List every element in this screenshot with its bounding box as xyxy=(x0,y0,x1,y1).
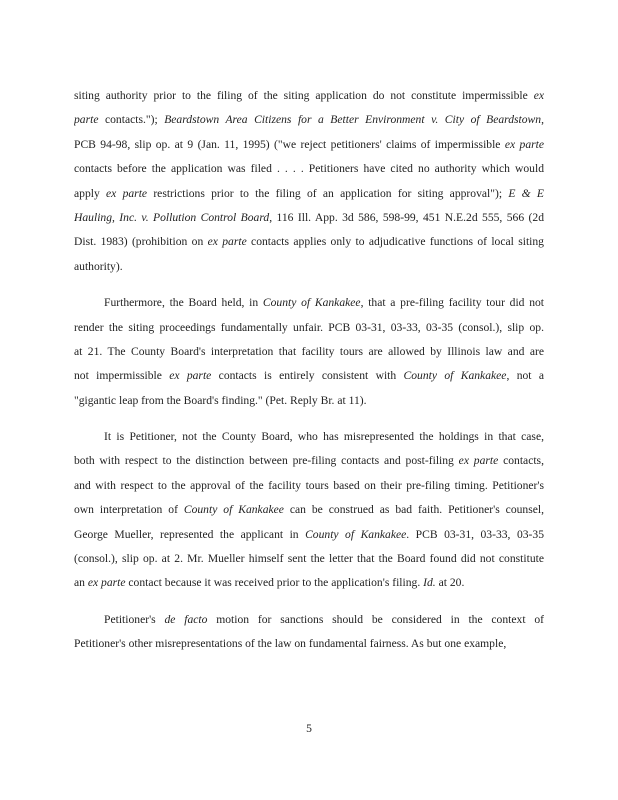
paragraph xyxy=(74,608,544,657)
italic-text-segment: County of Kankakee xyxy=(262,296,361,310)
text-segment: Dist. 1983) (prohibition on xyxy=(74,235,208,249)
text-segment: authority). xyxy=(74,259,123,273)
text-segment: George Mueller, represented the applicant in xyxy=(74,527,306,541)
italic-text-segment: ex parte xyxy=(106,186,148,200)
text-line xyxy=(74,157,544,181)
italic-text-segment: Id. xyxy=(423,576,436,590)
text-line xyxy=(74,498,544,522)
text-line xyxy=(74,255,544,279)
italic-text-segment: Hauling, Inc. v. Pollution Control Board xyxy=(74,210,270,224)
text-segment: . PCB 03-31, 03-33, 03-35 xyxy=(406,527,544,541)
text-segment: , not a xyxy=(506,369,544,383)
text-segment: Furthermore, the Board held, in xyxy=(104,296,263,310)
italic-text-segment: de facto xyxy=(164,612,208,626)
italic-text-segment: parte xyxy=(74,113,99,127)
text-line xyxy=(74,340,544,364)
italic-text-segment: County of Kankakee xyxy=(305,527,407,541)
text-line xyxy=(74,108,544,132)
text-segment: motion for sanctions should be considered in the context of xyxy=(207,612,544,626)
text-line xyxy=(74,206,544,230)
paragraph xyxy=(74,425,544,596)
text-line xyxy=(74,84,544,108)
text-segment: and with respect to the approval of the facility tours based on their pre-filing timing. Petitioner's xyxy=(74,478,544,492)
text-line xyxy=(74,425,544,449)
italic-text-segment: ex parte xyxy=(504,137,544,151)
text-segment: both with respect to the distinction between pre-filing contacts and post-filing xyxy=(74,454,459,468)
text-segment: own interpretation of xyxy=(74,503,184,517)
text-segment: contacts is entirely consistent with xyxy=(211,369,404,383)
text-segment: (consol.), slip op. at 2. Mr. Mueller himself sent the letter that the Board found did not constitute xyxy=(74,552,544,566)
text-line xyxy=(74,291,544,315)
text-segment: PCB 94-98, slip op. at 9 (Jan. 11, 1995) ("we reject petitioners' claims of impermissible xyxy=(74,137,505,151)
italic-text-segment: County of Kankakee xyxy=(403,369,507,383)
document-body xyxy=(74,84,544,657)
text-line xyxy=(74,571,544,595)
text-line xyxy=(74,523,544,547)
italic-text-segment: ex xyxy=(533,89,544,102)
page-number: 5 xyxy=(306,722,312,735)
paragraph-spacer xyxy=(74,279,544,291)
text-line xyxy=(74,449,544,473)
italic-text-segment: ex parte xyxy=(458,454,499,468)
text-segment: not impermissible xyxy=(74,369,170,383)
text-segment: contacts, xyxy=(498,454,544,468)
text-line xyxy=(74,133,544,157)
text-segment: contacts before the application was filed . . . . Petitioners have cited no authority which would xyxy=(74,162,544,176)
paragraph xyxy=(74,291,544,413)
paragraph-spacer xyxy=(74,596,544,608)
text-line xyxy=(74,364,544,388)
italic-text-segment: E & E xyxy=(508,186,544,200)
text-segment: "gigantic leap from the Board's finding." (Pet. Reply Br. at 11). xyxy=(74,393,367,407)
text-segment: restrictions prior to the filing of an application for siting approval"); xyxy=(147,186,509,200)
text-segment: contacts applies only to adjudicative functions of local siting xyxy=(246,235,544,249)
italic-text-segment: Beardstown Area Citizens for a Better Environment v. City of Beardstown xyxy=(164,113,542,127)
text-segment: render the siting proceedings fundamentally unfair. PCB 03-31, 03-33, 03-35 (consol.), slip op. xyxy=(74,320,544,334)
paragraph xyxy=(74,84,544,279)
text-segment: siting authority prior to the filing of the siting application do not constitute impermissible xyxy=(74,89,534,102)
text-line xyxy=(74,389,544,413)
text-segment: Petitioner's xyxy=(104,612,165,626)
text-line xyxy=(74,230,544,254)
text-segment: apply xyxy=(74,186,107,200)
text-segment: , xyxy=(541,113,544,127)
italic-text-segment: ex parte xyxy=(87,576,126,590)
text-segment: , 116 Ill. App. 3d 586, 598-99, 451 N.E.2d 555, 566 (2d xyxy=(269,210,544,224)
text-line xyxy=(74,474,544,498)
text-segment: It is Petitioner, not the County Board, who has misrepresented the holdings in that case, xyxy=(104,430,544,444)
text-line xyxy=(74,632,544,656)
text-line xyxy=(74,182,544,206)
text-segment: Petitioner's other misrepresentations of the law on fundamental fairness. As but one example, xyxy=(74,637,507,651)
text-segment: contact because it was received prior to the application's filing. xyxy=(125,576,424,590)
paragraph-spacer xyxy=(74,413,544,425)
text-line xyxy=(74,547,544,571)
text-segment: , that a pre-filing facility tour did not xyxy=(360,296,544,310)
text-line xyxy=(74,316,544,340)
italic-text-segment: ex parte xyxy=(207,235,247,249)
italic-text-segment: ex parte xyxy=(169,369,212,383)
text-segment: contacts."); xyxy=(98,113,165,127)
italic-text-segment: County of Kankakee xyxy=(183,503,284,517)
text-segment: can be construed as bad faith. Petitioner's counsel, xyxy=(283,503,544,517)
text-segment: at 20. xyxy=(435,576,465,590)
text-segment: at 21. The County Board's interpretation that facility tours are allowed by Illinois law and are xyxy=(74,344,544,358)
text-segment: an xyxy=(74,576,88,590)
text-line xyxy=(74,608,544,632)
